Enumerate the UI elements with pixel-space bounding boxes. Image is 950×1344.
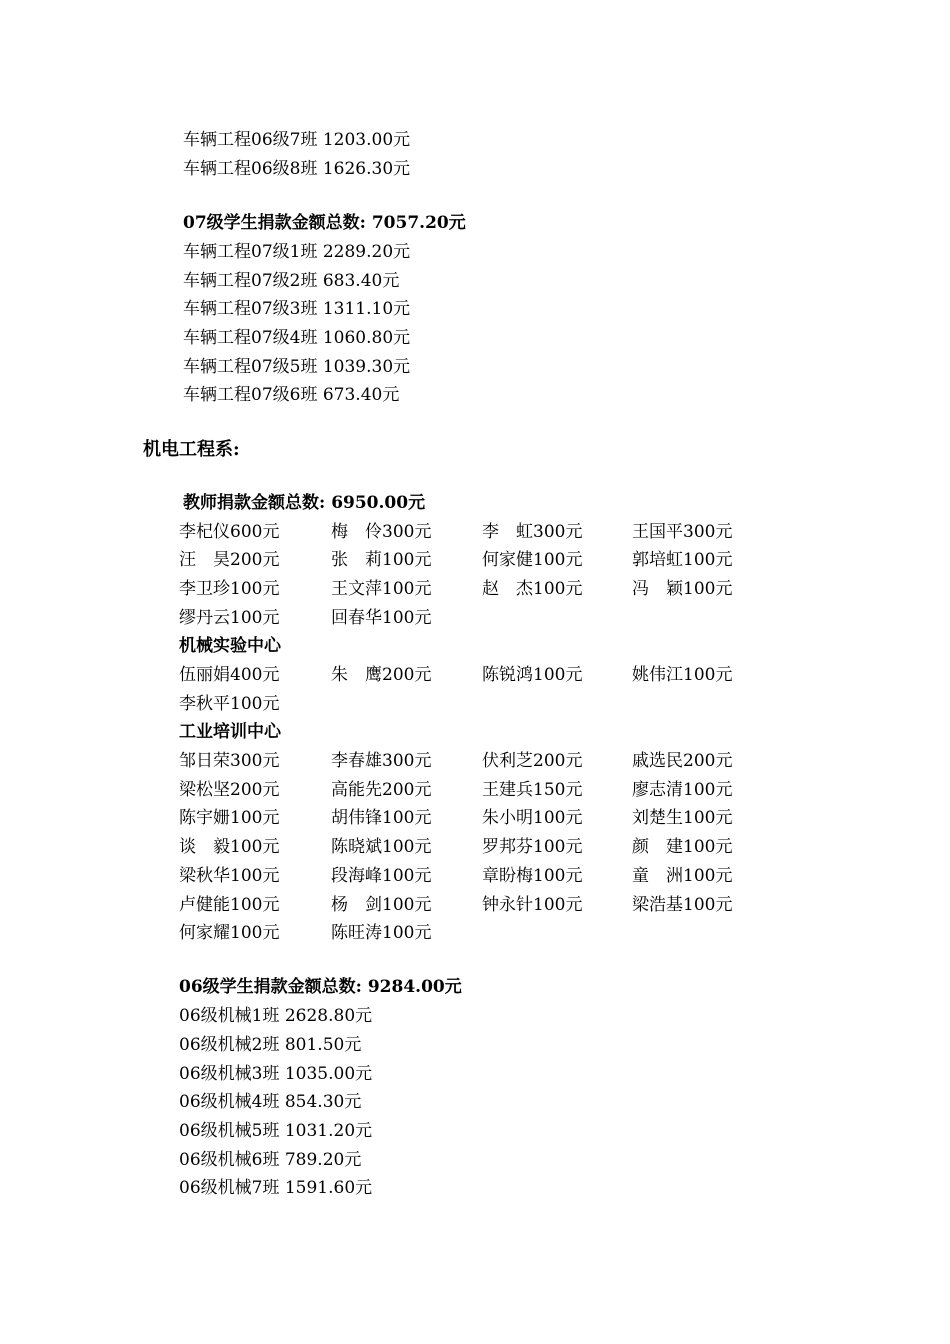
donor-entry: 伍丽娟400元 xyxy=(179,665,280,685)
vehicle-07-heading: 07级学生捐款金额总数: 7057.20元 xyxy=(183,213,466,233)
training-center-heading: 工业培训中心 xyxy=(179,722,281,742)
donor-entry: 王国平300元 xyxy=(632,522,733,542)
donor-entry: 梅 伶300元 xyxy=(331,522,432,542)
donor-entry: 戚选民200元 xyxy=(632,751,733,771)
vehicle-07-line: 车辆工程07级1班 2289.20元 xyxy=(183,242,411,262)
mech-06-line: 06级机械1班 2628.80元 xyxy=(179,1006,373,1026)
department-heading: 机电工程系: xyxy=(143,439,240,460)
teachers-heading: 教师捐款金额总数: 6950.00元 xyxy=(183,493,426,513)
donor-entry: 邹日荣300元 xyxy=(179,751,280,771)
donor-entry: 高能先200元 xyxy=(331,780,432,800)
donor-entry: 颜 建100元 xyxy=(632,837,733,857)
mech-06-heading: 06级学生捐款金额总数: 9284.00元 xyxy=(179,977,462,997)
donor-entry: 冯 颖100元 xyxy=(632,579,733,599)
vehicle-07-line: 车辆工程07级3班 1311.10元 xyxy=(183,299,411,319)
donor-entry: 李 虹300元 xyxy=(482,522,583,542)
donor-entry: 汪 昊200元 xyxy=(179,550,280,570)
donor-entry: 李卫珍100元 xyxy=(179,579,280,599)
donor-entry: 陈锐鸿100元 xyxy=(482,665,583,685)
mech-lab-heading: 机械实验中心 xyxy=(179,636,281,656)
donor-entry: 姚伟江100元 xyxy=(632,665,733,685)
donor-entry: 胡伟锋100元 xyxy=(331,808,432,828)
donor-entry: 章盼梅100元 xyxy=(482,866,583,886)
donor-entry: 刘楚生100元 xyxy=(632,808,733,828)
donor-entry: 何家健100元 xyxy=(482,550,583,570)
donor-entry: 陈宇姗100元 xyxy=(179,808,280,828)
donor-entry: 郭培虹100元 xyxy=(632,550,733,570)
donor-entry: 钟永针100元 xyxy=(482,895,583,915)
mech-06-line: 06级机械7班 1591.60元 xyxy=(179,1178,373,1198)
donor-entry: 谈 毅100元 xyxy=(179,837,280,857)
mech-06-line: 06级机械5班 1031.20元 xyxy=(179,1121,373,1141)
mech-06-line: 06级机械2班 801.50元 xyxy=(179,1035,362,1055)
donor-entry: 缪丹云100元 xyxy=(179,608,280,628)
vehicle-07-line: 车辆工程07级2班 683.40元 xyxy=(183,271,400,291)
mech-06-line: 06级机械4班 854.30元 xyxy=(179,1092,362,1112)
donor-entry: 伏利芝200元 xyxy=(482,751,583,771)
mech-06-line: 06级机械3班 1035.00元 xyxy=(179,1064,373,1084)
donor-entry: 朱 鹰200元 xyxy=(331,665,432,685)
donor-entry: 赵 杰100元 xyxy=(482,579,583,599)
donor-entry: 杨 剑100元 xyxy=(331,895,432,915)
donor-entry: 朱小明100元 xyxy=(482,808,583,828)
donor-entry: 李春雄300元 xyxy=(331,751,432,771)
donor-entry: 王建兵150元 xyxy=(482,780,583,800)
donor-entry: 段海峰100元 xyxy=(331,866,432,886)
donor-entry: 陈晓斌100元 xyxy=(331,837,432,857)
donor-entry: 卢健能100元 xyxy=(179,895,280,915)
donor-entry: 李杞仪600元 xyxy=(179,522,280,542)
donor-entry: 廖志清100元 xyxy=(632,780,733,800)
mech-06-line: 06级机械6班 789.20元 xyxy=(179,1150,362,1170)
donor-entry: 陈旺涛100元 xyxy=(331,923,432,943)
donor-entry: 罗邦芬100元 xyxy=(482,837,583,857)
donor-entry: 梁秋华100元 xyxy=(179,866,280,886)
vehicle-07-line: 车辆工程07级5班 1039.30元 xyxy=(183,357,411,377)
donor-entry: 王文萍100元 xyxy=(331,579,432,599)
vehicle-06-class-7: 车辆工程06级7班 1203.00元 xyxy=(183,130,411,150)
donor-entry: 回春华100元 xyxy=(331,608,432,628)
vehicle-06-class-8: 车辆工程06级8班 1626.30元 xyxy=(183,159,411,179)
donor-entry: 李秋平100元 xyxy=(179,694,280,714)
donor-entry: 何家耀100元 xyxy=(179,923,280,943)
donor-entry: 童 洲100元 xyxy=(632,866,733,886)
donor-entry: 梁松坚200元 xyxy=(179,780,280,800)
vehicle-07-line: 车辆工程07级6班 673.40元 xyxy=(183,385,400,405)
vehicle-07-line: 车辆工程07级4班 1060.80元 xyxy=(183,328,411,348)
donor-entry: 梁浩基100元 xyxy=(632,895,733,915)
donor-entry: 张 莉100元 xyxy=(331,550,432,570)
